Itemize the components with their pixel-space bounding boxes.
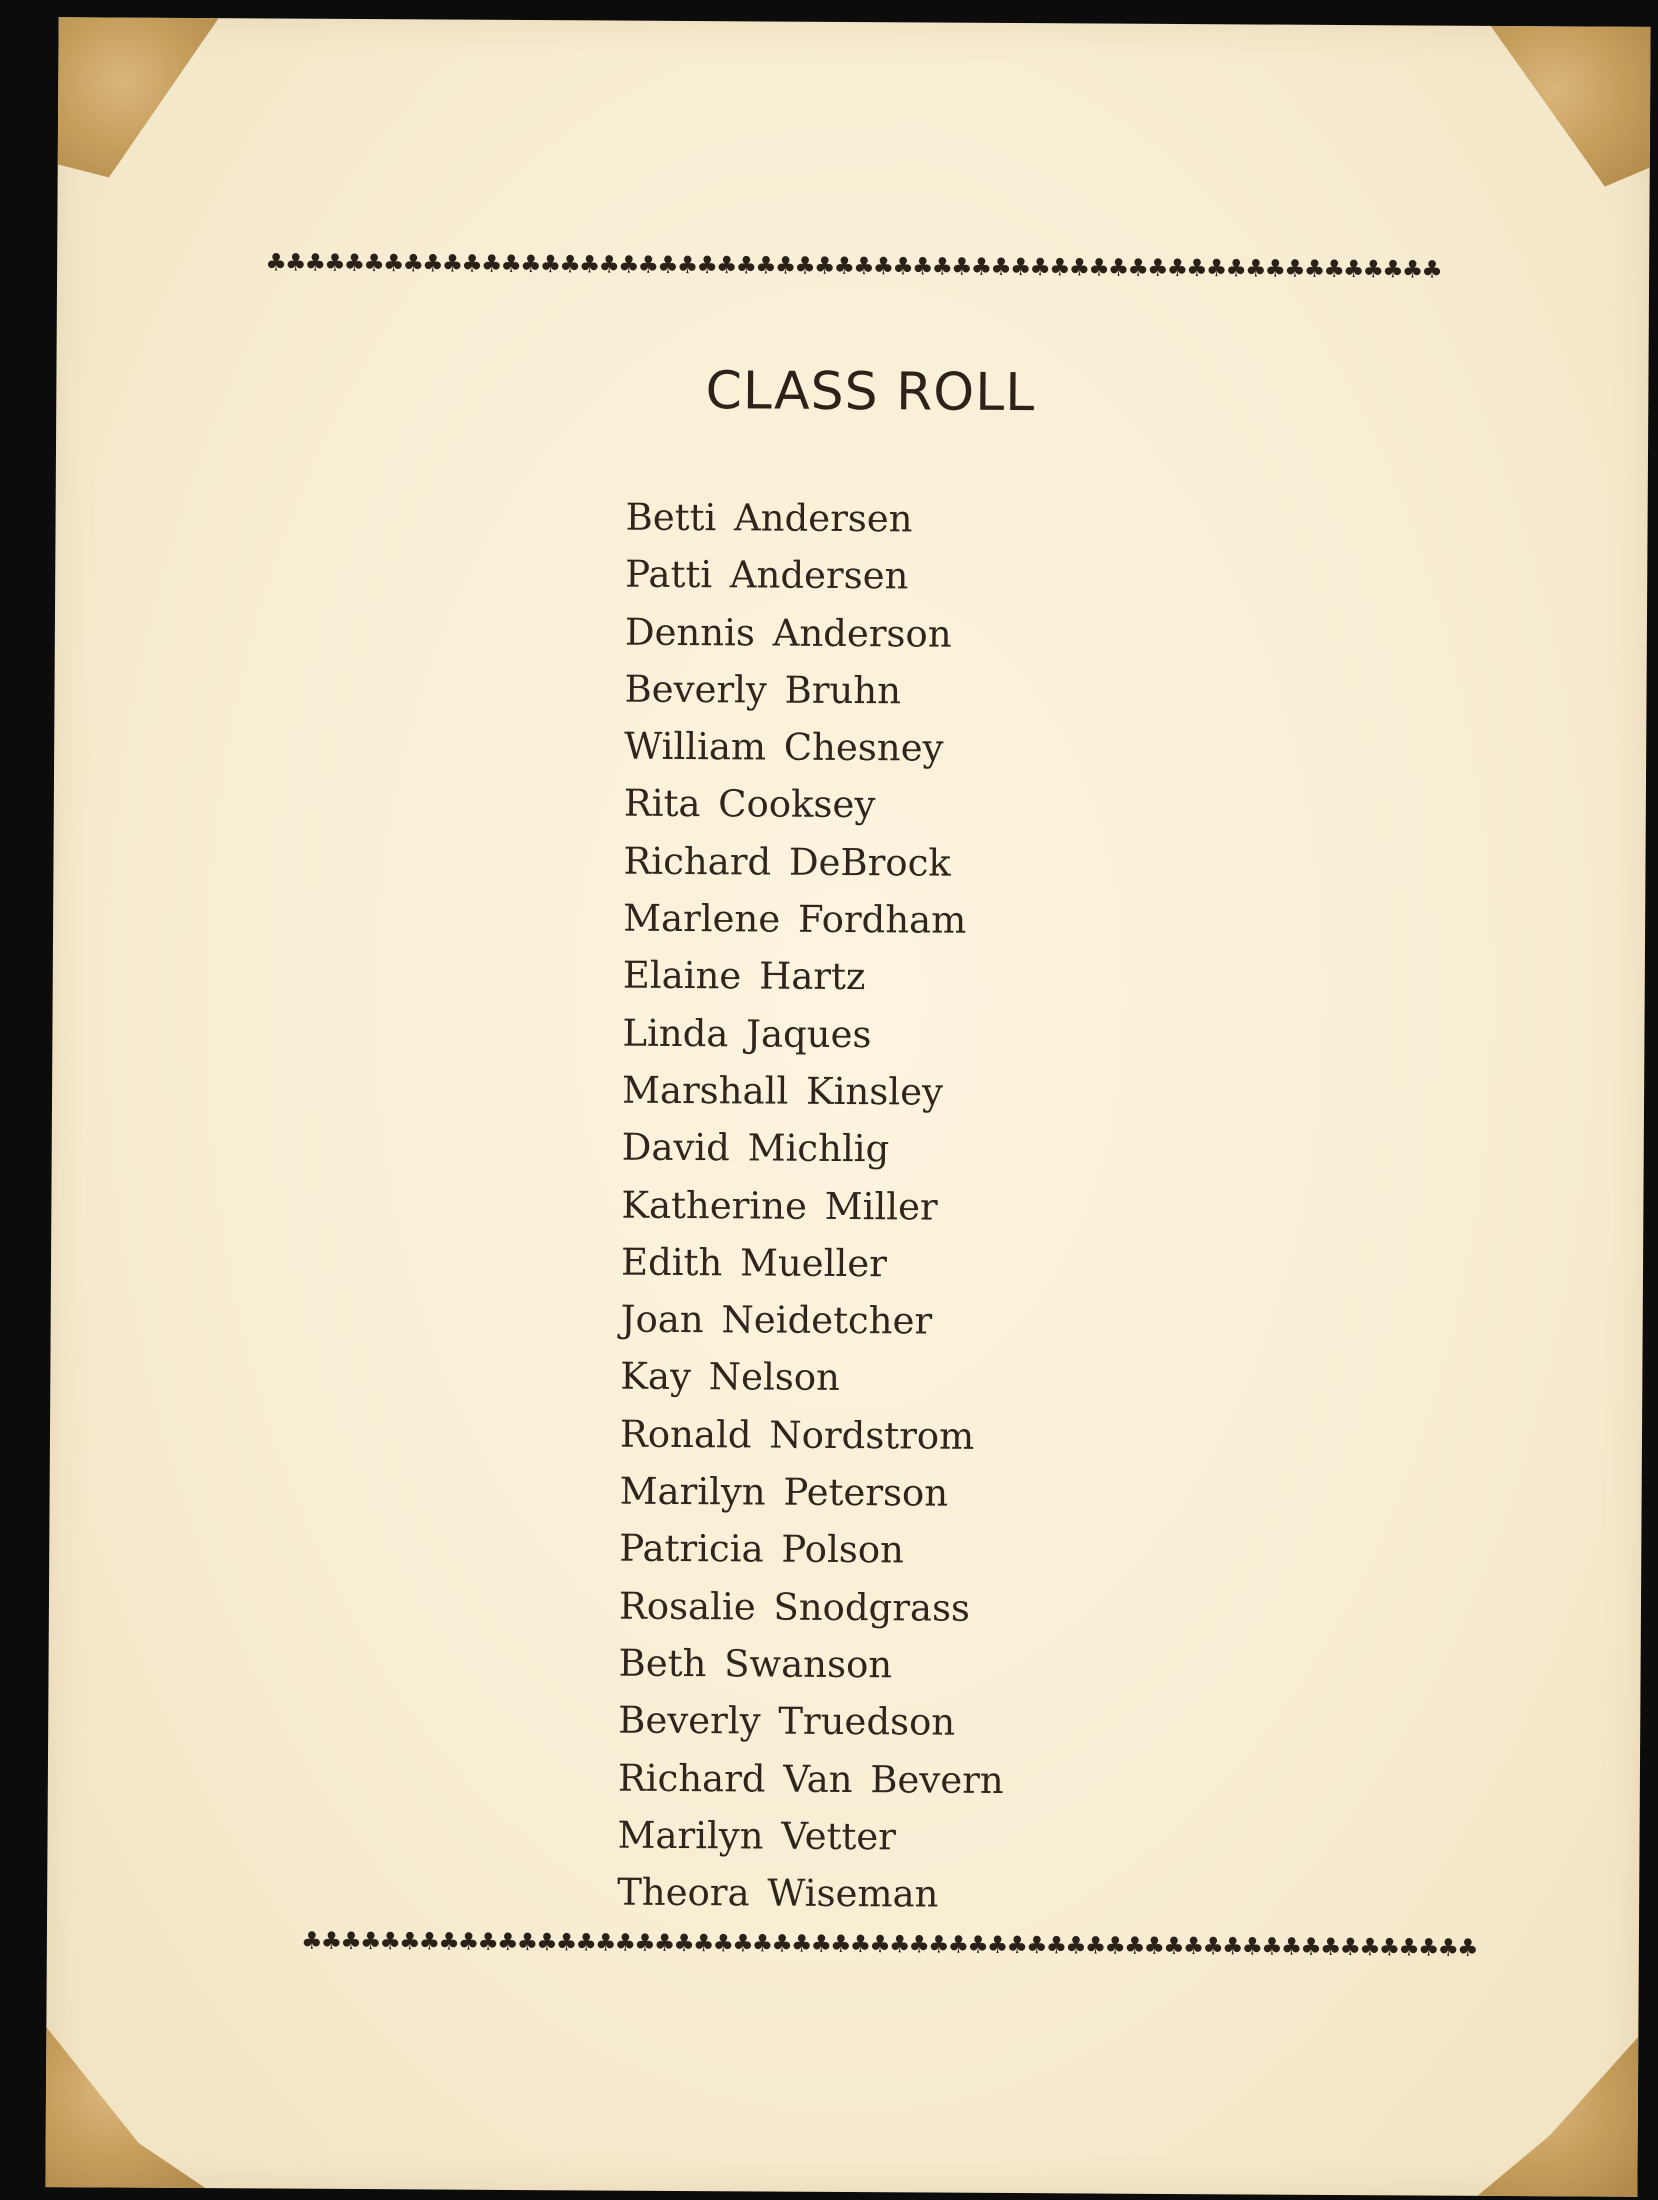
club-fleuron-icon: ♣ xyxy=(1088,253,1110,282)
club-fleuron-icon: ♣ xyxy=(927,1930,950,1959)
class-roll-name: Marshall Kinsley xyxy=(621,1068,944,1114)
club-fleuron-icon: ♣ xyxy=(790,1929,813,1958)
class-roll-name: William Chesney xyxy=(624,724,944,770)
photo-corner-tape-bottom-right xyxy=(1477,2036,1638,2197)
club-fleuron-icon: ♣ xyxy=(379,1927,402,1956)
club-fleuron-icon: ♣ xyxy=(1378,1933,1401,1962)
class-roll-name: Patricia Polson xyxy=(619,1526,905,1572)
club-fleuron-icon: ♣ xyxy=(931,252,954,281)
club-fleuron-icon: ♣ xyxy=(892,252,914,281)
club-fleuron-icon: ♣ xyxy=(1202,1932,1224,1961)
club-fleuron-icon: ♣ xyxy=(1241,1932,1264,1961)
club-fleuron-icon: ♣ xyxy=(1029,253,1052,282)
club-fleuron-icon: ♣ xyxy=(990,252,1012,281)
class-roll-name: Betti Andersen xyxy=(625,495,913,541)
club-fleuron-icon: ♣ xyxy=(692,1929,715,1958)
class-roll-name: Patti Andersen xyxy=(625,552,909,598)
club-fleuron-icon: ♣ xyxy=(872,252,895,281)
class-roll-name: Joan Neidetcher xyxy=(620,1297,933,1343)
club-fleuron-icon: ♣ xyxy=(676,250,699,280)
class-roll-name: Rosalie Snodgrass xyxy=(618,1584,971,1630)
class-roll-name: Marlene Fordham xyxy=(623,896,967,942)
club-fleuron-icon: ♣ xyxy=(653,1928,676,1957)
club-fleuron-icon: ♣ xyxy=(1107,253,1130,282)
club-fleuron-icon: ♣ xyxy=(496,1927,519,1957)
club-fleuron-icon: ♣ xyxy=(418,1927,441,1956)
club-fleuron-icon: ♣ xyxy=(967,1930,989,1959)
class-roll-name: Edith Mueller xyxy=(620,1240,888,1286)
club-fleuron-icon: ♣ xyxy=(833,251,856,281)
club-fleuron-icon-row xyxy=(265,248,1443,284)
photo-corner-tape-bottom-left xyxy=(45,2027,206,2188)
club-fleuron-icon: ♣ xyxy=(1025,1931,1048,1960)
club-fleuron-icon: ♣ xyxy=(1417,1933,1440,1962)
class-roll-name: Richard Van Bevern xyxy=(617,1756,1004,1802)
class-roll-name: Rita Cooksey xyxy=(623,782,876,827)
club-fleuron-icon: ♣ xyxy=(1163,1931,1185,1961)
club-fleuron-icon: ♣ xyxy=(1323,254,1345,284)
club-fleuron-icon: ♣ xyxy=(774,251,797,280)
club-fleuron-icon: ♣ xyxy=(951,252,973,281)
club-fleuron-icon: ♣ xyxy=(304,248,327,277)
club-fleuron-icon: ♣ xyxy=(869,1930,891,1959)
club-fleuron-icon: ♣ xyxy=(594,1928,617,1957)
club-fleuron-icon: ♣ xyxy=(461,249,483,278)
club-fleuron-icon: ♣ xyxy=(1359,1933,1381,1962)
club-fleuron-icon: ♣ xyxy=(359,1927,382,1956)
club-fleuron-icon: ♣ xyxy=(947,1930,970,1959)
club-fleuron-icon: ♣ xyxy=(555,1928,578,1957)
club-fleuron-icon: ♣ xyxy=(320,1926,343,1955)
class-roll-name: David Michlig xyxy=(621,1125,890,1171)
club-fleuron-icon: ♣ xyxy=(1264,254,1287,283)
club-fleuron-icon: ♣ xyxy=(673,1928,695,1958)
club-fleuron-icon: ♣ xyxy=(1221,1932,1244,1961)
club-fleuron-icon: ♣ xyxy=(1421,255,1443,284)
club-fleuron-icon: ♣ xyxy=(1048,253,1071,282)
club-fleuron-icon: ♣ xyxy=(265,248,287,277)
club-fleuron-icon: ♣ xyxy=(1104,1931,1127,1960)
club-fleuron-icon: ♣ xyxy=(1342,255,1365,284)
club-fleuron-icon: ♣ xyxy=(1146,253,1169,282)
club-fleuron-icon: ♣ xyxy=(284,248,307,277)
club-fleuron-icon: ♣ xyxy=(751,1929,774,1958)
club-fleuron-icon: ♣ xyxy=(830,1929,852,1959)
club-fleuron-icon: ♣ xyxy=(637,250,660,279)
photo-corner-tape-top-left xyxy=(58,17,219,178)
club-fleuron-icon: ♣ xyxy=(1382,255,1404,284)
club-fleuron-icon: ♣ xyxy=(438,1927,460,1956)
bottom-ornament-border xyxy=(47,1927,1658,1961)
class-roll-name: Beth Swanson xyxy=(618,1641,893,1687)
club-fleuron-icon: ♣ xyxy=(1127,253,1150,282)
class-roll-name: Richard DeBrock xyxy=(623,839,951,885)
club-fleuron-icon: ♣ xyxy=(1398,1933,1420,1962)
class-roll-name: Elaine Hartz xyxy=(622,953,866,999)
class-roll-list xyxy=(617,489,1012,1924)
club-fleuron-icon: ♣ xyxy=(813,251,836,280)
club-fleuron-icon: ♣ xyxy=(634,1928,656,1957)
club-fleuron-icon: ♣ xyxy=(324,248,346,277)
club-fleuron-icon: ♣ xyxy=(794,251,816,280)
club-fleuron-icon: ♣ xyxy=(735,251,758,280)
club-fleuron-icon: ♣ xyxy=(457,1927,480,1956)
club-fleuron-icon: ♣ xyxy=(516,1927,539,1957)
class-roll-name: Linda Jaques xyxy=(622,1011,872,1056)
club-fleuron-icon: ♣ xyxy=(1006,1930,1029,1960)
club-fleuron-icon: ♣ xyxy=(614,1928,637,1957)
club-fleuron-icon: ♣ xyxy=(1401,255,1424,284)
club-fleuron-icon: ♣ xyxy=(536,1928,558,1957)
club-fleuron-icon: ♣ xyxy=(908,1930,931,1959)
club-fleuron-icon: ♣ xyxy=(1009,252,1032,282)
club-fleuron-icon: ♣ xyxy=(1437,1933,1460,1962)
club-fleuron-icon: ♣ xyxy=(1084,1931,1107,1960)
club-fleuron-icon-row xyxy=(300,1926,1479,1962)
club-fleuron-icon: ♣ xyxy=(421,249,444,278)
club-fleuron-icon: ♣ xyxy=(598,250,621,279)
class-roll-name: Kay Nelson xyxy=(620,1355,841,1400)
club-fleuron-icon: ♣ xyxy=(1362,255,1385,284)
club-fleuron-icon: ♣ xyxy=(1280,1932,1303,1961)
photo-corner-tape-top-right xyxy=(1490,26,1651,187)
club-fleuron-icon: ♣ xyxy=(477,1927,500,1956)
class-roll-name: Ronald Nordstrom xyxy=(619,1412,975,1458)
class-roll-name: Beverly Bruhn xyxy=(624,667,902,713)
class-roll-name: Beverly Truedson xyxy=(618,1698,956,1744)
club-fleuron-icon: ♣ xyxy=(300,1926,323,1955)
club-fleuron-icon: ♣ xyxy=(970,252,993,281)
club-fleuron-icon: ♣ xyxy=(1143,1931,1166,1960)
club-fleuron-icon: ♣ xyxy=(853,252,875,281)
top-ornament-border xyxy=(57,249,1649,283)
club-fleuron-icon: ♣ xyxy=(755,251,777,280)
club-fleuron-icon: ♣ xyxy=(617,250,640,279)
club-fleuron-icon: ♣ xyxy=(771,1929,793,1958)
club-fleuron-icon: ♣ xyxy=(849,1930,872,1959)
club-fleuron-icon: ♣ xyxy=(1261,1932,1283,1961)
club-fleuron-icon: ♣ xyxy=(1068,253,1091,282)
class-roll-name: Theora Wiseman xyxy=(617,1870,939,1916)
club-fleuron-icon: ♣ xyxy=(1166,253,1189,283)
club-fleuron-icon: ♣ xyxy=(1244,254,1267,283)
page-title: CLASS ROLL xyxy=(705,361,1036,424)
club-fleuron-icon: ♣ xyxy=(559,250,581,279)
club-fleuron-icon: ♣ xyxy=(1457,1933,1479,1962)
club-fleuron-icon: ♣ xyxy=(363,249,385,278)
club-fleuron-icon: ♣ xyxy=(1065,1931,1087,1960)
club-fleuron-icon: ♣ xyxy=(657,250,679,279)
club-fleuron-icon: ♣ xyxy=(480,249,503,278)
club-fleuron-icon: ♣ xyxy=(732,1929,754,1958)
club-fleuron-icon: ♣ xyxy=(1339,1933,1362,1962)
club-fleuron-icon: ♣ xyxy=(500,249,523,278)
club-fleuron-icon: ♣ xyxy=(715,251,738,280)
club-fleuron-icon: ♣ xyxy=(578,250,601,279)
club-fleuron-icon: ♣ xyxy=(696,251,718,280)
club-fleuron-icon: ♣ xyxy=(810,1929,833,1958)
club-fleuron-icon: ♣ xyxy=(402,249,425,278)
club-fleuron-icon: ♣ xyxy=(1225,254,1248,283)
club-fleuron-icon: ♣ xyxy=(1303,254,1326,283)
document-page xyxy=(45,17,1650,2197)
club-fleuron-icon: ♣ xyxy=(1319,1932,1342,1962)
club-fleuron-icon: ♣ xyxy=(343,248,366,278)
club-fleuron-icon: ♣ xyxy=(575,1928,597,1957)
club-fleuron-icon: ♣ xyxy=(986,1930,1009,1959)
club-fleuron-icon: ♣ xyxy=(382,249,405,278)
club-fleuron-icon: ♣ xyxy=(911,252,934,281)
club-fleuron-icon: ♣ xyxy=(1182,1932,1205,1961)
club-fleuron-icon: ♣ xyxy=(1284,254,1306,283)
club-fleuron-icon: ♣ xyxy=(1205,254,1228,283)
club-fleuron-icon: ♣ xyxy=(888,1930,911,1959)
class-roll-name: Marilyn Peterson xyxy=(619,1469,949,1515)
class-roll-name: Katherine Miller xyxy=(621,1183,938,1229)
club-fleuron-icon: ♣ xyxy=(1300,1932,1322,1961)
class-roll-name: Marilyn Vetter xyxy=(617,1813,897,1859)
club-fleuron-icon: ♣ xyxy=(1045,1931,1068,1960)
club-fleuron-icon: ♣ xyxy=(1123,1931,1146,1960)
club-fleuron-icon: ♣ xyxy=(398,1927,421,1956)
club-fleuron-icon: ♣ xyxy=(519,249,542,279)
club-fleuron-icon: ♣ xyxy=(340,1926,362,1956)
club-fleuron-icon: ♣ xyxy=(539,250,562,279)
club-fleuron-icon: ♣ xyxy=(712,1929,735,1958)
club-fleuron-icon: ♣ xyxy=(1186,254,1208,283)
class-roll-name: Dennis Anderson xyxy=(624,610,952,656)
club-fleuron-icon: ♣ xyxy=(441,249,464,278)
